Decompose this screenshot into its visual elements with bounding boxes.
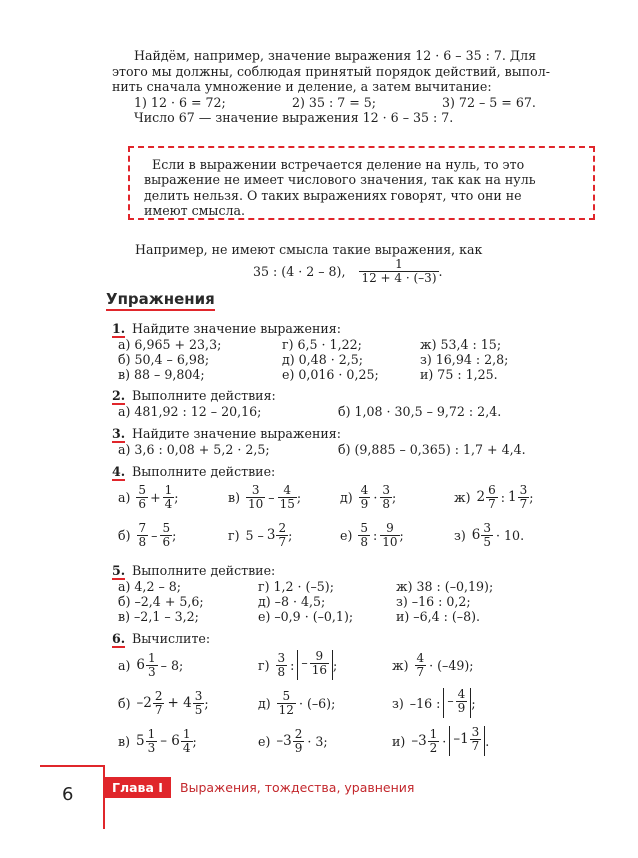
fraction-denominator: 6 [138, 496, 147, 511]
exercise-item: ж) 53,4 : 15; [420, 337, 502, 352]
punctuation: ; [391, 489, 397, 505]
fraction-numerator: 1 [164, 482, 173, 497]
fraction [359, 484, 371, 511]
item-label: в) [118, 733, 131, 749]
exercise-item: б) 50,4 – 6,98; [118, 352, 210, 367]
item-label: е) [258, 733, 271, 749]
item-label: е) [340, 527, 353, 543]
fraction [193, 690, 205, 717]
fraction-numerator: 3 [519, 482, 528, 497]
exercise-item: а) 481,92 : 12 – 20,16; [118, 404, 262, 419]
rule-note-box [128, 146, 595, 220]
fraction-numerator: 2 [294, 726, 303, 741]
fraction-denominator: 7 [278, 534, 287, 549]
example-expr: 35 : (4 · 2 – 8), [253, 263, 346, 279]
exercise-item [454, 480, 533, 514]
fraction [518, 484, 530, 511]
exercise-item: б) –2,4 + 5,6; [118, 594, 204, 609]
operator: : [500, 489, 505, 505]
example-fraction [359, 258, 438, 285]
exercise-item: е) –0,9 · (–0,1); [258, 609, 354, 624]
expression-part: · (–49); [429, 657, 474, 673]
fraction-numerator: 1 [147, 726, 156, 741]
fraction [486, 484, 498, 511]
fraction-numerator: 7 [138, 520, 147, 535]
exercise-title: Выполните действие: [132, 464, 276, 479]
exercise-title: Выполните действие: [132, 563, 276, 578]
exercise-item [392, 724, 489, 758]
intro-step: 1) 12 · 6 = 72; [134, 94, 226, 110]
fraction-denominator: 8 [382, 496, 390, 511]
fraction-numerator: 3 [246, 484, 265, 498]
fraction-numerator: 3 [277, 650, 286, 665]
punctuation: ; [296, 489, 302, 505]
mixed-number [136, 728, 157, 755]
expression-part: – 8; [160, 657, 184, 673]
example-line: Например, не имеют смысла такие выражения, как [135, 242, 483, 257]
expression-part: 5 – [245, 527, 264, 543]
fraction-numerator: 5 [138, 482, 147, 497]
item-label: з) [454, 527, 466, 543]
page-number: 6 [62, 784, 74, 805]
mixed-whole: –2 [136, 694, 152, 711]
exercise-item [118, 724, 197, 758]
fraction-denominator: 7 [488, 496, 496, 511]
exercise-item: а) 4,2 – 8; [118, 579, 182, 594]
fraction [380, 522, 399, 549]
fraction [358, 522, 370, 549]
exercise-number: 3. [112, 426, 126, 441]
exercise-item: ж) 38 : (–0,19); [396, 579, 494, 594]
mixed-number [267, 522, 288, 549]
fraction-denominator: 7 [416, 664, 425, 679]
operator: · [373, 489, 378, 505]
exercise-number: 5. [112, 563, 126, 578]
exercise-item: и) –6,4 : (–8). [396, 609, 481, 624]
fraction-numerator: 2 [154, 688, 163, 703]
punctuation: ; [288, 527, 293, 543]
mixed-whole: 6 [136, 656, 146, 673]
exercise-number: 1. [112, 321, 126, 336]
mixed-whole: 3 [266, 526, 276, 543]
exercise-item [258, 648, 337, 682]
exercise-item: и) 75 : 1,25. [420, 367, 498, 382]
exercise-number: 2. [112, 388, 126, 403]
item-label: а) [118, 489, 131, 505]
section-heading: Упражнения [106, 291, 215, 311]
intro-steps [112, 95, 592, 111]
exercise-item: б) 1,08 · 30,5 – 9,72 : 2,4. [338, 404, 502, 419]
item-label: ж) [392, 657, 409, 673]
fraction-denominator: 4 [182, 740, 191, 755]
fraction-denominator: 5 [194, 702, 203, 717]
fraction-numerator: 5 [277, 690, 296, 704]
exercise-item [118, 518, 176, 552]
fraction-denominator: 3 [148, 664, 156, 679]
fraction [276, 652, 288, 679]
intro-step: 3) 72 – 5 = 67. [442, 94, 536, 110]
fraction-numerator: 4 [457, 687, 466, 701]
exercise-5-title [112, 563, 275, 578]
exercise-item [258, 724, 328, 758]
exercise-4-title [112, 464, 275, 479]
fraction-denominator: 9 [360, 496, 369, 511]
mixed-number [136, 652, 157, 679]
fraction-denominator: 8 [138, 534, 147, 549]
fraction [160, 522, 172, 549]
fraction-numerator: 2 [278, 520, 287, 535]
exercise-item [392, 648, 474, 682]
fraction-numerator: 1 [182, 726, 191, 741]
minus-sign: – [301, 655, 308, 670]
fraction-numerator: 5 [360, 520, 369, 535]
fraction-numerator: 3 [483, 520, 492, 535]
punctuation: ; [529, 489, 534, 505]
exercise-item [340, 518, 404, 552]
operator: + [150, 489, 161, 505]
item-label: б) [118, 527, 131, 543]
fraction [136, 484, 148, 511]
note-line: делить нельзя. О таких выражениях говорят, что они не [144, 187, 522, 203]
exercise-item: г) 1,2 · (–5); [258, 579, 334, 594]
fraction-numerator: 9 [380, 522, 399, 536]
fraction-denominator: 12 [278, 702, 294, 717]
fraction-denominator: 16 [311, 663, 327, 677]
item-label: д) [340, 489, 353, 505]
example-tail: . [438, 263, 443, 279]
fraction [380, 484, 392, 511]
item-label: ж) [454, 489, 471, 505]
operator: · [442, 733, 447, 749]
intro-line: Число 67 — значение выражения 12 · 6 – 35 : 7. [134, 110, 454, 125]
fraction-numerator: 4 [278, 484, 297, 498]
exercise-item: е) 0,016 · 0,25; [282, 367, 379, 382]
fraction [415, 652, 427, 679]
mixed-number [453, 726, 481, 753]
fraction-numerator: 3 [382, 482, 390, 497]
fraction [310, 650, 329, 677]
mixed-number [137, 690, 165, 717]
note-line: Если в выражении встречается деление на нуль, то это [152, 157, 525, 172]
fraction-denominator: 8 [277, 664, 286, 679]
punctuation: . [485, 733, 490, 749]
fraction-numerator: 4 [416, 650, 425, 665]
exercise-title: Вычислите: [132, 631, 211, 646]
operator: : [373, 527, 378, 543]
fraction [163, 484, 175, 511]
fraction-denominator: 10 [248, 496, 264, 511]
fraction-numerator: 3 [471, 725, 480, 739]
note-line: выражение не имеет числового значения, так как на нуль [144, 172, 536, 188]
exercise-item: з) 16,94 : 2,8; [420, 352, 509, 367]
operator: : [290, 657, 295, 673]
exercise-2-title [112, 388, 276, 403]
mixed-whole: 1 [507, 488, 517, 505]
fraction-denominator: 4 [164, 496, 173, 511]
punctuation: ; [332, 657, 338, 673]
chapter-title: Выражения, тождества, уравнения [180, 780, 415, 795]
item-label: г) [258, 657, 270, 673]
exercise-item: г) 6,5 · 1,22; [282, 337, 362, 352]
fraction-numerator: 1 [148, 650, 156, 665]
fraction [428, 728, 440, 755]
intro-step: 2) 35 : 7 = 5; [292, 94, 377, 110]
absolute-value-bars [443, 688, 471, 718]
exercise-title: Выполните действия: [132, 388, 276, 403]
note-line: имеют смысла. [144, 203, 246, 219]
exercise-4-row [118, 480, 598, 514]
fraction-denominator: 8 [360, 534, 369, 549]
punctuation: ; [399, 527, 404, 543]
operator: – [268, 489, 275, 505]
fraction-denominator: 7 [471, 739, 480, 753]
item-label: з) [392, 695, 404, 711]
fraction-denominator: 7 [519, 496, 528, 511]
expression-part: · 3; [307, 733, 328, 749]
fraction-numerator: 1 [429, 726, 438, 741]
fraction-denominator: 15 [279, 496, 295, 511]
item-label: б) [118, 695, 131, 711]
intro-line: этого мы должны, соблюдая принятый порядок действий, выпол- [112, 63, 550, 79]
item-label: в) [228, 489, 241, 505]
fraction [246, 484, 265, 511]
fraction [276, 522, 288, 549]
fraction-denominator: 10 [382, 534, 398, 549]
exercise-title: Найдите значение выражения: [132, 321, 341, 336]
fraction [456, 688, 468, 715]
exercise-item [118, 686, 209, 720]
fraction [181, 728, 193, 755]
mixed-number [472, 522, 493, 549]
mixed-number [276, 728, 304, 755]
absolute-value-bars [449, 726, 485, 756]
fraction [293, 728, 305, 755]
exercise-item: в) 88 – 9,804; [118, 367, 205, 382]
mixed-whole: 6 [471, 526, 481, 543]
exercise-item: а) 6,965 + 23,3; [118, 337, 222, 352]
exercise-item [258, 686, 335, 720]
minus-sign: – [447, 693, 454, 708]
exercise-1-title [112, 321, 341, 336]
item-label: д) [258, 695, 271, 711]
punctuation: ; [471, 695, 476, 711]
fraction-numerator: 5 [162, 520, 171, 535]
operator: – [151, 527, 158, 543]
fraction-numerator: 9 [310, 650, 329, 664]
exercise-item [228, 480, 301, 514]
punctuation: ; [172, 527, 177, 543]
exercise-item: д) 0,48 · 2,5; [282, 352, 363, 367]
exercise-item [228, 518, 292, 552]
mixed-whole: 5 [136, 732, 145, 749]
exercise-3-title [112, 426, 341, 441]
mixed-whole: –3 [276, 732, 292, 749]
punctuation: ; [192, 733, 197, 749]
fraction-numerator: 1 [359, 258, 438, 272]
mixed-whole: –1 [453, 731, 469, 747]
exercise-number: 4. [112, 464, 126, 479]
expression-part: –16 : [409, 695, 441, 711]
chapter-badge: Глава I [104, 777, 171, 798]
intro-line: нить сначала умножение и деление, а затем вычитание: [112, 79, 492, 94]
mixed-number [477, 484, 498, 511]
expression-part: – 6 [160, 732, 180, 749]
mixed-number [508, 484, 529, 511]
example-expressions [253, 258, 443, 285]
exercise-6-row [118, 648, 598, 682]
exercise-item [454, 518, 524, 552]
expression-part: + 4 [167, 694, 192, 711]
exercise-item: в) –2,1 – 3,2; [118, 609, 199, 624]
fraction-denominator: 3 [147, 740, 156, 755]
fraction [278, 484, 297, 511]
exercise-item [118, 480, 179, 514]
fraction [470, 726, 482, 753]
exercise-item: з) –16 : 0,2; [396, 594, 471, 609]
exercise-number: 6. [112, 631, 126, 646]
fraction-numerator: 3 [194, 688, 203, 703]
exercise-title: Найдите значение выражения: [132, 426, 341, 441]
expression-part: · 10. [496, 527, 525, 543]
exercise-item: б) (9,885 – 0,365) : 1,7 + 4,4. [338, 442, 526, 457]
fraction-numerator: 4 [360, 482, 369, 497]
expression-part: · (–6); [298, 695, 336, 711]
exercise-item [340, 480, 396, 514]
exercise-item: д) –8 · 4,5; [258, 594, 326, 609]
punctuation: ; [174, 489, 179, 505]
mixed-number [411, 728, 439, 755]
fraction [146, 728, 158, 755]
exercise-6-row [118, 686, 598, 720]
fraction-denominator: 5 [483, 534, 492, 549]
exercise-item: а) 3,6 : 0,08 + 5,2 · 2,5; [118, 442, 270, 457]
mixed-whole: 2 [476, 488, 486, 505]
fraction [137, 522, 149, 549]
item-label: г) [228, 527, 240, 543]
punctuation: ; [204, 695, 209, 711]
item-label: и) [392, 733, 406, 749]
fraction-denominator: 6 [162, 534, 171, 549]
fraction [277, 690, 296, 717]
fraction-denominator: 2 [429, 740, 438, 755]
exercise-item [118, 648, 183, 682]
exercise-4-row [118, 518, 598, 552]
fraction-numerator: 6 [488, 482, 496, 497]
fraction [481, 522, 493, 549]
exercise-item [392, 686, 476, 720]
fraction-denominator: 9 [294, 740, 303, 755]
mixed-whole: –3 [411, 732, 427, 749]
footer-rule-horizontal [40, 765, 104, 767]
fraction-denominator: 9 [457, 701, 466, 715]
exercise-6-row [118, 724, 598, 758]
exercise-6-title [112, 631, 210, 646]
fraction [146, 652, 158, 679]
absolute-value-bars [297, 650, 333, 680]
fraction [153, 690, 165, 717]
intro-line: Найдём, например, значение выражения 12 · 6 – 35 : 7. Для [134, 48, 537, 63]
item-label: а) [118, 657, 131, 673]
fraction-denominator: 12 + 4 · (–3) [361, 271, 437, 285]
intro-paragraph [112, 48, 592, 126]
fraction-denominator: 7 [154, 702, 163, 717]
